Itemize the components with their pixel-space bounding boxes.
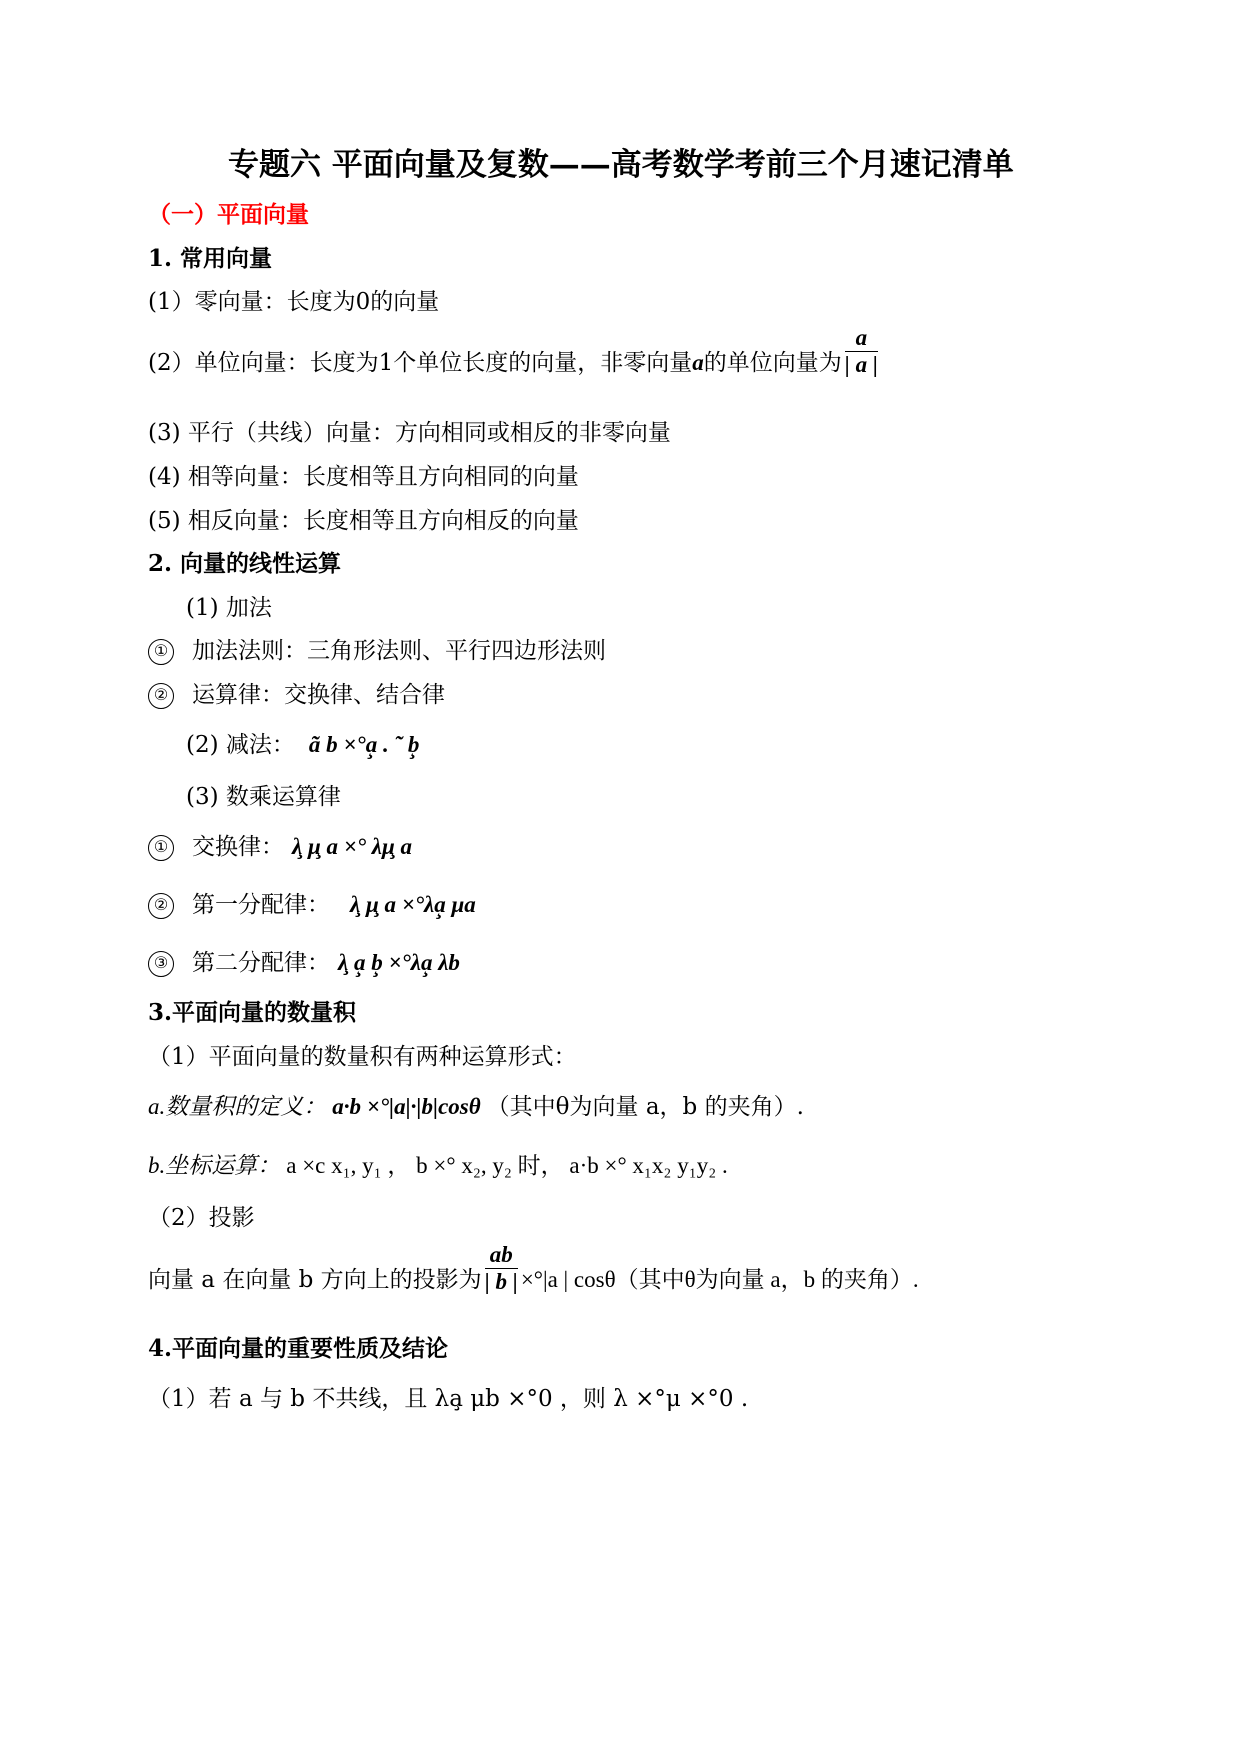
circled-number: ③ <box>148 951 174 977</box>
second-distributive-law-expression: λ̧ a̧ b̧ ×°λa̧ λb <box>338 950 460 975</box>
heading-linear-operations: 2. 向量的线性运算 <box>148 550 342 577</box>
parallel-vector-line: (3) 平行（共线）向量：方向相同或相反的非零向量 <box>148 420 671 446</box>
commutative-law-expression: λ̧ μ̧ a ×° λμ̧ a <box>292 834 413 859</box>
coordinate-operation-label: b.坐标运算： <box>148 1153 281 1178</box>
projection-line <box>148 1241 919 1295</box>
heading-dot-product: 3.平面向量的数量积 <box>148 999 357 1026</box>
opposite-vector-line: (5) 相反向量：长度相等且方向相反的向量 <box>148 508 579 534</box>
unit-vector-text-mid: 的单位向量为 <box>703 350 842 376</box>
first-distributive-law-expression: λ̧ μ̧ a ×°λa̧ μa <box>350 892 476 917</box>
vector-a: a <box>692 350 704 375</box>
second-distributive-law-line <box>148 948 460 978</box>
addition-rule-text: 加法法则：三角形法则、平行四边形法则 <box>192 638 606 664</box>
page-title: 专题六 平面向量及复数——高考数学考前三个月速记清单 <box>228 147 1014 183</box>
heading-common-vectors: 1. 常用向量 <box>148 245 273 272</box>
coordinate-operation-line <box>148 1151 728 1181</box>
coordinate-operation-expression: a ×c x₁, y₁ ， b ×° x₂, y₂ 时， a·b ×° x₁x₂ y₁y₂ . <box>286 1153 728 1178</box>
scalar-multiplication-heading: (3) 数乘运算律 <box>186 784 341 810</box>
dot-definition-expression: a·b ×°|a|·|b|cosθ <box>332 1094 481 1119</box>
zero-vector-line: (1）零向量：长度为0的向量 <box>148 289 440 315</box>
circled-number: ① <box>148 835 174 861</box>
non-collinear-property-line: （1）若 a 与 b 不共线，且 λa̧ μb ×°0 ，则 λ ×°μ ×°0 . <box>148 1386 749 1412</box>
equal-vector-line: (4) 相等向量：长度相等且方向相同的向量 <box>148 464 579 490</box>
subtraction-line <box>186 730 419 760</box>
dot-definition-tail: （其中θ为向量 a，b 的夹角）. <box>486 1094 804 1120</box>
projection-denominator: | b | <box>484 1268 518 1294</box>
fraction-denominator: | a | <box>844 351 878 377</box>
projection-heading: （2）投影 <box>148 1205 255 1231</box>
unit-vector-line <box>148 324 881 378</box>
first-distributive-law-label: 第一分配律： <box>192 892 330 918</box>
dot-product-forms-line: （1）平面向量的数量积有两种运算形式： <box>148 1044 577 1070</box>
dot-product-definition-line <box>148 1092 804 1122</box>
projection-numerator: ab <box>485 1242 518 1269</box>
circled-number: ② <box>148 893 174 919</box>
projection-fraction <box>485 1242 518 1295</box>
unit-vector-fraction <box>845 325 878 378</box>
heading-vector-properties: 4.平面向量的重要性质及结论 <box>148 1335 449 1362</box>
addition-heading: (1) 加法 <box>186 595 272 621</box>
operation-law-line <box>148 680 445 710</box>
unit-vector-text: (2）单位向量：长度为1个单位长度的向量，非零向量 <box>148 350 693 376</box>
first-distributive-law-line <box>148 890 476 920</box>
circled-number: ① <box>148 639 174 665</box>
projection-text: 向量 a 在向量 b 方向上的投影为 <box>148 1267 482 1293</box>
second-distributive-law-label: 第二分配律： <box>192 950 330 976</box>
section-heading-vectors: （一）平面向量 <box>148 201 309 228</box>
dot-definition-label: a.数量积的定义： <box>148 1094 327 1119</box>
commutative-law-line <box>148 832 412 862</box>
addition-rule-line <box>148 636 606 666</box>
operation-law-text: 运算律：交换律、结合律 <box>192 682 445 708</box>
circled-number: ② <box>148 683 174 709</box>
projection-tail: ×°|a | cosθ（其中θ为向量 a，b 的夹角）. <box>520 1267 919 1292</box>
subtraction-label: (2) 减法： <box>186 732 295 758</box>
subtraction-expression: ã b ×°a̧ . ˜ b̧ <box>308 732 420 757</box>
fraction-numerator: a <box>845 325 878 352</box>
commutative-law-label: 交换律： <box>192 834 284 860</box>
